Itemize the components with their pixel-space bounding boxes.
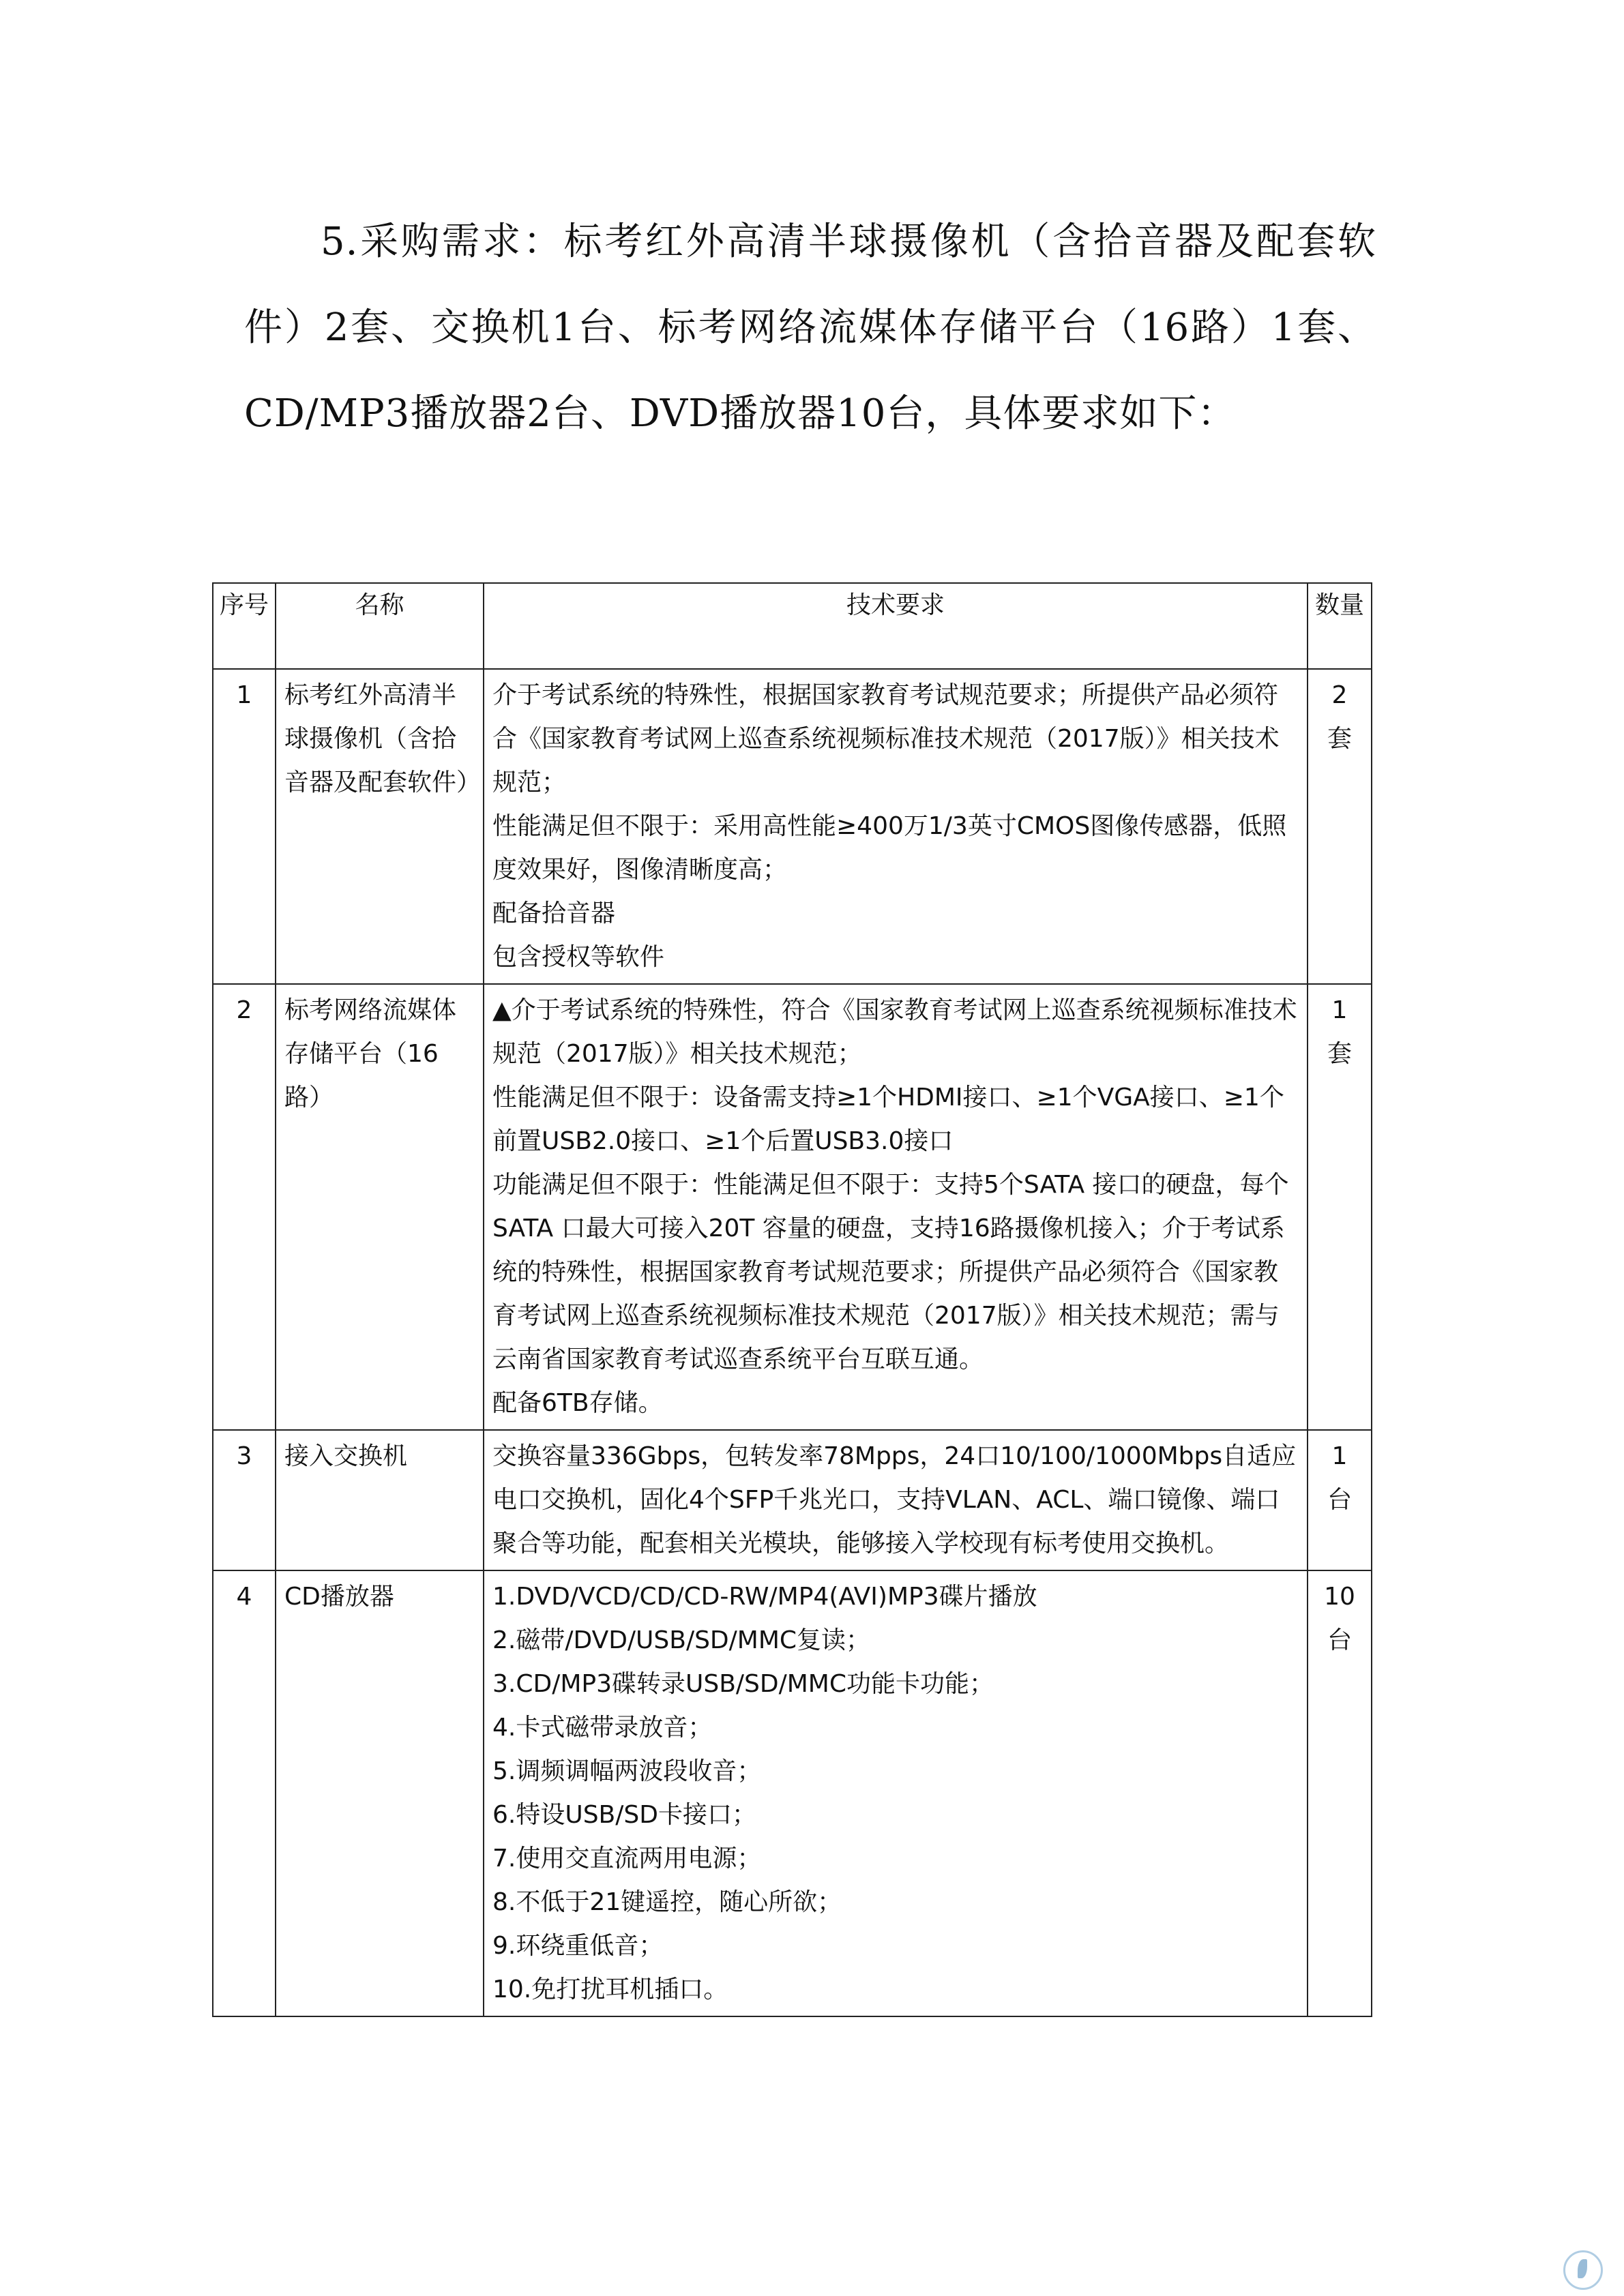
requirement-line: 8.不低于21键遥控，随心所欲； — [492, 1888, 842, 1916]
item-quantity: 1 套 — [1308, 984, 1372, 1430]
requirement-line: 配备6TB存储。 — [492, 1389, 663, 1417]
item-name: CD播放器 — [276, 1570, 484, 2016]
item-quantity: 10 台 — [1308, 1570, 1372, 2016]
requirement-line: 性能满足但不限于：采用高性能≥400万1/3英寸CMOS图像传感器，低照度效果好，图像清晰度高； — [492, 812, 1287, 884]
requirement-line: 配备拾音器 — [492, 899, 616, 927]
header-qty: 数量 — [1308, 583, 1372, 669]
row-number: 4 — [213, 1570, 276, 2016]
requirement-line: 介于考试系统的特殊性，根据国家教育考试规范要求；所提供产品必须符合《国家教育考试网上巡查系统视频标准技术规范（2017版）》相关技术规范； — [492, 681, 1280, 796]
requirement-line: 10.免打扰耳机插口。 — [492, 1976, 728, 2003]
item-name: 接入交换机 — [276, 1430, 484, 1570]
requirement-line: 交换容量336Gbps，包转发率78Mpps，24口10/100/1000Mbps自适应电口交换机，固化4个SFP千兆光口，支持VLAN、ACL、端口镜像、端口聚合等功能，配套相关光模块，能够接入学校现有标考使用交换机。 — [492, 1442, 1297, 1557]
table-row — [213, 1570, 1372, 2016]
requirement-line: 4.卡式磁带录放音； — [492, 1714, 713, 1742]
table-row — [213, 669, 1372, 984]
item-name: 标考红外高清半球摄像机（含拾音器及配套软件） — [276, 669, 484, 984]
item-requirements — [484, 1570, 1308, 2016]
table-header-row — [213, 583, 1372, 669]
requirement-line: 9.环绕重低音； — [492, 1932, 664, 1960]
row-number: 3 — [213, 1430, 276, 1570]
item-requirements — [484, 669, 1308, 984]
requirement-line: 1.DVD/VCD/CD/CD-RW/MP4(AVI)MP3碟片播放 — [492, 1583, 1037, 1611]
requirement-line: 7.使用交直流两用电源； — [492, 1845, 762, 1873]
requirements-table — [212, 582, 1372, 2017]
requirement-line: 6.特设USB/SD卡接口； — [492, 1801, 756, 1829]
table-row — [213, 1430, 1372, 1570]
intro-paragraph — [244, 199, 1376, 457]
requirement-line: 2.磁带/DVD/USB/SD/MMC复读； — [492, 1626, 871, 1654]
item-requirements — [484, 1430, 1308, 1570]
requirement-line: 性能满足但不限于：设备需支持≥1个HDMI接口、≥1个VGA接口、≥1个前置USB2.0接口、≥1个后置USB3.0接口 — [492, 1084, 1284, 1155]
requirement-line: 功能满足但不限于：性能满足但不限于：支持5个SATA 接口的硬盘，每个 SATA 口最大可接入20T 容量的硬盘，支持16路摄像机接入；介于考试系统的特殊性，根据国家教育考试规范要求；所提供产品必须符合《国家教育考试网上巡查系统视频标准技术规范（2017版）》相关技术规范；需与云南省国家教育考试巡查系统平台互联互通。 — [492, 1171, 1289, 1373]
seal-watermark-icon — [1563, 2250, 1603, 2290]
requirement-line: 包含授权等软件 — [492, 943, 665, 971]
requirement-line: 5.调频调幅两波段收音； — [492, 1757, 762, 1785]
requirement-line: ▲介于考试系统的特殊性，符合《国家教育考试网上巡查系统视频标准技术规范（2017版）》相关技术规范； — [492, 996, 1297, 1068]
item-quantity: 1 台 — [1308, 1430, 1372, 1570]
table-row — [213, 984, 1372, 1430]
header-no: 序号 — [213, 583, 276, 669]
item-name: 标考网络流媒体存储平台（16路） — [276, 984, 484, 1430]
row-number: 2 — [213, 984, 276, 1430]
header-name: 名称 — [276, 583, 484, 669]
intro-text: 5.采购需求：标考红外高清半球摄像机（含拾音器及配套软件）2套、交换机1台、标考网络流媒体存储平台（16路）1套、CD/MP3播放器2台、DVD播放器10台，具体要求如下： — [244, 220, 1376, 436]
item-requirements — [484, 984, 1308, 1430]
header-requirements: 技术要求 — [484, 583, 1308, 669]
item-quantity: 2 套 — [1308, 669, 1372, 984]
row-number: 1 — [213, 669, 276, 984]
requirement-line: 3.CD/MP3碟转录USB/SD/MMC功能卡功能； — [492, 1670, 994, 1698]
